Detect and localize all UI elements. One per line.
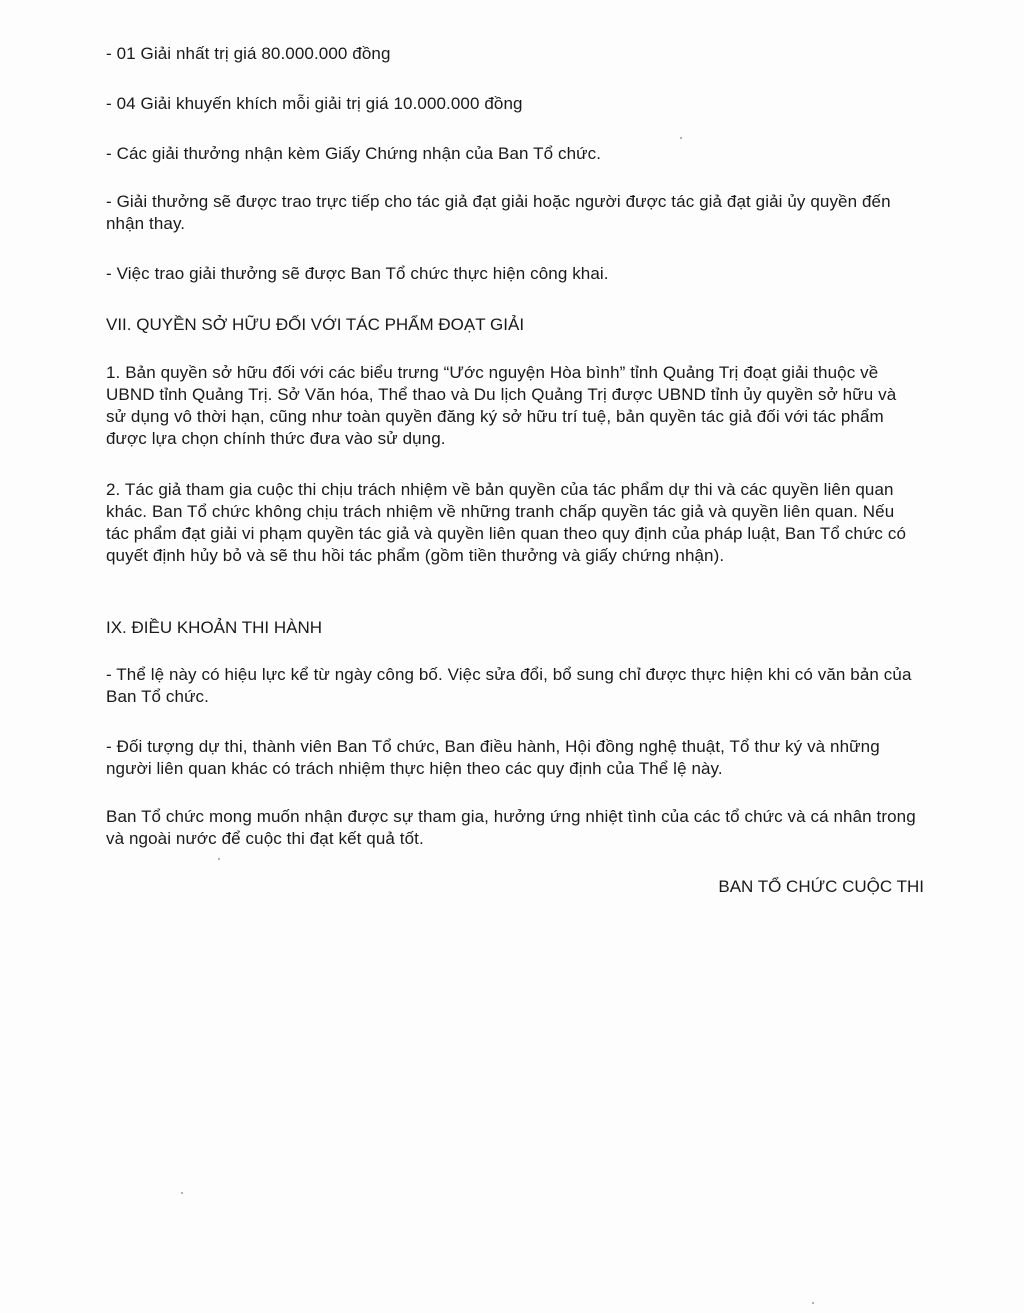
section-vii-item-1: 1. Bản quyền sở hữu đối với các biểu trưng “Ước nguyện Hòa bình” tỉnh Quảng Trị đoạt giải thuộc về UBND tỉnh Quảng Trị. Sở Văn hóa, Thể thao và Du lịch Quảng Trị được UBND tỉnh ủy quyền sở hữu và sử dụng vô thời hạn, cũng như toàn quyền đăng ký sở hữu trí tuệ, bản quyền tác giả đối với tác phẩm được lựa chọn chính thức đưa vào sử dụng.	[106, 363, 897, 448]
signature-organizing-committee: BAN TỔ CHỨC CUỘC THI	[718, 877, 924, 896]
section-ix-closing: Ban Tổ chức mong muốn nhận được sự tham gia, hưởng ứng nhiệt tình của các tổ chức và cá nhân trong và ngoài nước để cuộc thi đạt kết quả tốt.	[106, 807, 916, 848]
prize-first: - 01 Giải nhất trị giá 80.000.000 đồng	[106, 44, 391, 63]
prize-delivery: - Giải thưởng sẽ được trao trực tiếp cho tác giả đạt giải hoặc người được tác giả đạt giải ủy quyền đến nhận thay.	[106, 192, 891, 233]
section-vii-title: VII. QUYỀN SỞ HỮU ĐỐI VỚI TÁC PHẨM ĐOẠT GIẢI	[106, 315, 525, 334]
section-ix-responsibility: - Đối tượng dự thi, thành viên Ban Tổ chức, Ban điều hành, Hội đồng nghệ thuật, Tổ thư ký và những người liên quan khác có trách nhiệm thực hiện theo các quy định của Thể lệ này.	[106, 737, 880, 778]
section-ix-title: IX. ĐIỀU KHOẢN THI HÀNH	[106, 618, 322, 637]
scan-speck	[218, 858, 220, 860]
scan-speck	[680, 137, 682, 139]
prize-encouragement: - 04 Giải khuyến khích mỗi giải trị giá 10.000.000 đồng	[106, 94, 523, 113]
prize-certificate: - Các giải thưởng nhận kèm Giấy Chứng nhận của Ban Tổ chức.	[106, 144, 602, 163]
scan-speck	[181, 1192, 183, 1194]
section-ix-effect: - Thể lệ này có hiệu lực kể từ ngày công bố. Việc sửa đổi, bổ sung chỉ được thực hiện khi có văn bản của Ban Tổ chức.	[106, 665, 912, 706]
section-vii-item-2: 2. Tác giả tham gia cuộc thi chịu trách nhiệm về bản quyền của tác phẩm dự thi và các quyền liên quan khác. Ban Tổ chức không chịu trách nhiệm về những tranh chấp quyền tác giả và quyền liên quan. Nếu tác phẩm đạt giải vi phạm quyền tác giả và quyền liên quan theo quy định của pháp luật, Ban Tổ chức có quyết định hủy bỏ và sẽ thu hồi tác phẩm (gồm tiền thưởng và giấy chứng nhận).	[106, 480, 907, 565]
prize-public: - Việc trao giải thưởng sẽ được Ban Tổ chức thực hiện công khai.	[106, 264, 609, 283]
scan-speck	[812, 1302, 814, 1304]
